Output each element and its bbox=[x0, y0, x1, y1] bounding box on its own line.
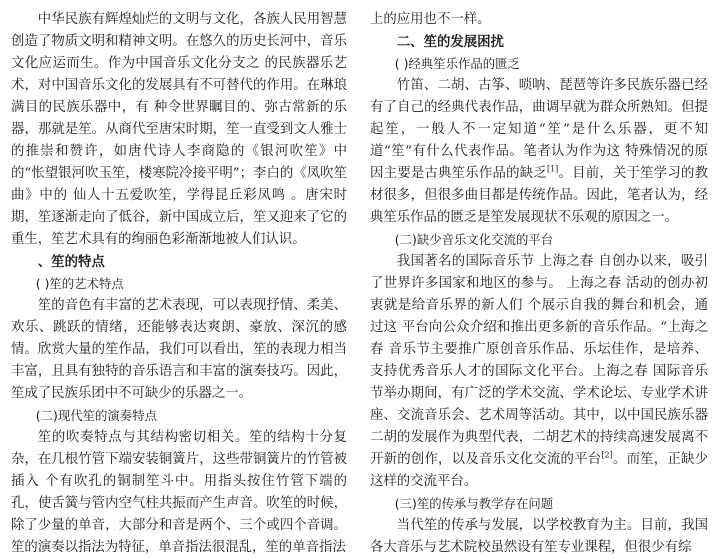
subheading-modern-playing: (二)现代笙的演奏特点 bbox=[35, 408, 157, 423]
subheading-classic-works: ( )经典笙乐作品的匮乏 bbox=[394, 56, 520, 71]
teaching-paragraph: 当代笙的传承与发展，以学校教育为主。目前，我国各大音乐与艺术院校虽然设有笙专业课程，但很少有综 bbox=[370, 518, 708, 555]
section-heading-features: 、笙的特点 bbox=[37, 254, 105, 270]
citation-2: [2] bbox=[601, 450, 613, 460]
subheading-art-features: ( )笙的艺术特点 bbox=[35, 276, 124, 291]
intro-paragraph: 中华民族有辉煌灿烂的文明与文化，各族人民用智慧创造了物质文明和精神文明。在悠久的历史长河中，音乐文化应运而生。作为中国音乐文化分支之 的民族器乐艺术，对中国音乐文化的发展具有不可替代的作用。在琳琅满目的民族乐器中，有 种令世界瞩目的、弥古常新的乐器，那就是笙。从商代至唐宋时期，笙一直受到文人雅士的推崇和赞许，如唐代诗人李商隐的《银河吹笙》中的“怅望银河吹玉笙，楼寒院冷接平明”；李白的《凤吹笙曲》中的 仙人十五爱吹笙，学得昆丘彩凤鸣 。唐宋时期，笙逐渐走向了低谷，新中国成立后，笙又迎来了它的重生，笙艺术具有的绚丽色彩渐渐地被人们认识。 bbox=[11, 12, 347, 247]
exchange-text-b: 。而笙，正缺少这样的交流平台。 bbox=[370, 452, 709, 489]
section-heading-problems: 二、笙的发展困扰 bbox=[396, 34, 504, 50]
citation-1: [1] bbox=[546, 164, 559, 174]
classic-works-text-a: 竹笛、二胡、古筝、唢呐、琵琶等许多民族乐器已经有了自己的经典代表作品，曲调早就为群众所熟知。但提起笙，一般人不一定知道“笙”是什么乐器，更不知道“笙”有什么代表作品。笔者认为作为这 特殊情况的原因主要是古典笙乐作品的缺乏 bbox=[370, 78, 708, 181]
art-features-paragraph: 笙的音色有丰富的艺术表现，可以表现抒情、柔美、欢乐、跳跃的情绪，还能够表达爽朗、豪放、深沉的感情。欣赏大量的笙作品，我们可以看出，笙的表现力相当丰富，且具有独特的音乐语言和丰富的演奏技巧。因此，笙成了民族乐团中不可缺少的乐器之一。 bbox=[11, 298, 347, 401]
modern-playing-paragraph: 笙的吹奏特点与其结构密切相关。笙的结构十分复杂，在几根竹管下端安装铜簧片，这些带铜簧片的竹管被插入 个有吹孔的铜制笙斗中。用指头按住竹管下端的孔，使舌簧与管内空气柱共振而产生声音。吹笙的时候，除了少量的单音，大部分和音是两个、三个或四个音调。笙的演奏以指法为特征，单音指法很混乱，笙的单音指法 bbox=[11, 430, 347, 555]
continued-paragraph: 上的应用也不一样。 bbox=[370, 12, 491, 27]
exchange-text-a: 我国著名的国际音乐节 上海之春 自创办以来，吸引了世界许多国家和地区的参与。 上海之春 活动的创办初衷就是给音乐界的新人们 个展示自我的舞台和机会，通过这 平台向公众介绍和推出更多新的音乐作品。“上海之春 音乐节主要推广原创音乐作品、乐坛佳作，是培养、支持优秀音乐人才的国际文化平台。上海之春 国际音乐节举办期间，有广泛的学术交流、学术论坛、专业学术讲座、交流音乐会、艺术周等活动。其中，以中国民族乐器二胡的发展作为典型代表，二胡艺术的持续高速发展离不开新的创作，以及音乐文化交流的平台 bbox=[370, 254, 708, 467]
subheading-exchange-platform: (二)缺少音乐文化交流的平台 bbox=[394, 232, 554, 247]
classic-works-text-b: 。目前，关于笙学习的教材很多，但很多曲目都是传统作品。因此，笔者认为，经典笙乐作品的匮乏是笙发展现状不乐观的原因之一。 bbox=[370, 166, 709, 225]
subheading-teaching: (三)笙的传承与教学存在问题 bbox=[394, 496, 554, 511]
exchange-platform-paragraph bbox=[370, 251, 708, 493]
left-column bbox=[11, 9, 347, 559]
right-column bbox=[370, 9, 708, 559]
classic-works-paragraph bbox=[370, 75, 708, 229]
